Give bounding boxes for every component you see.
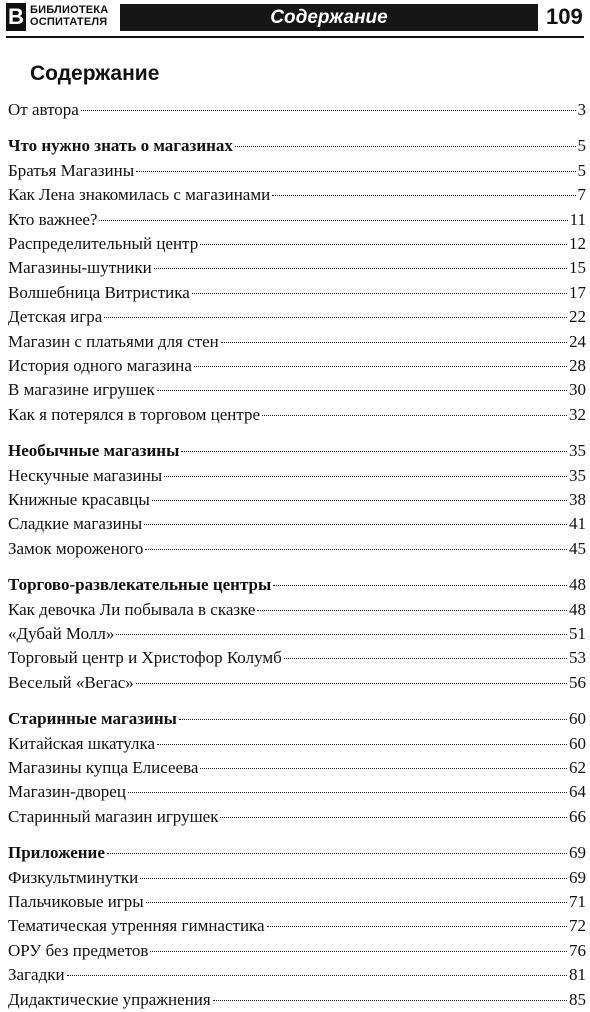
toc-entry — [8, 208, 586, 232]
toc-entry-title: Старинные магазины — [8, 709, 177, 728]
toc-entry-title: Магазины-шутники — [8, 258, 152, 277]
toc-dot-leader — [150, 951, 567, 952]
toc-entry-page: 56 — [569, 673, 586, 692]
toc-entry-page: 71 — [569, 892, 586, 911]
toc-entry-page: 76 — [569, 941, 586, 960]
toc-entry-page: 45 — [569, 539, 586, 558]
toc-entry-title: Дидактические упражнения — [8, 990, 211, 1009]
toc-entry-title: От автора — [8, 100, 79, 119]
toc-entry-page: 41 — [569, 514, 586, 533]
toc-entry-page: 53 — [569, 648, 586, 667]
toc-dot-leader — [194, 366, 567, 367]
toc-entry — [8, 403, 586, 427]
toc-entry-page: 17 — [569, 283, 586, 302]
series-logo-line1: БИБЛИОТЕКА — [30, 4, 109, 16]
page-header — [0, 0, 590, 42]
toc-section-entry — [8, 707, 586, 731]
toc-entry — [8, 256, 586, 280]
toc-entry-page: 69 — [569, 868, 586, 887]
toc-entry-page: 22 — [569, 307, 586, 326]
toc-dot-leader — [116, 634, 567, 635]
toc-entry-page: 12 — [569, 234, 586, 253]
toc-entry-title: Старинный магазин игрушек — [8, 807, 219, 826]
page-number: 109 — [546, 4, 583, 29]
toc-entry-page: 3 — [577, 100, 586, 119]
series-logo-mark: В — [6, 3, 26, 31]
toc-entry-title: Как Лена знакомилась с магазинами — [8, 185, 271, 204]
toc-entry-page: 69 — [569, 843, 586, 862]
toc-entry — [8, 488, 586, 512]
toc-entry-page: 66 — [569, 807, 586, 826]
toc-entry-page: 62 — [569, 758, 586, 777]
toc-dot-leader — [200, 244, 567, 245]
toc-entry-page: 48 — [569, 575, 586, 594]
toc-entry-title: Братья Магазины — [8, 161, 135, 180]
toc-dot-leader — [67, 975, 567, 976]
toc-entry-title: Пальчиковые игры — [8, 892, 144, 911]
toc-section-entry — [8, 841, 586, 865]
toc-dot-leader — [81, 110, 576, 111]
toc-entry — [8, 159, 586, 183]
toc-entry — [8, 805, 586, 829]
toc-entry-title: «Дубай Молл» — [8, 624, 115, 643]
toc-dot-leader — [152, 500, 567, 501]
toc-dot-leader — [284, 658, 567, 659]
toc-entry — [8, 939, 586, 963]
toc-entry-title: Как я потерялся в торговом центре — [8, 405, 261, 424]
toc-entry-page: 35 — [569, 441, 586, 460]
toc-entry-page: 11 — [569, 210, 586, 229]
toc-entry-page: 15 — [569, 258, 586, 277]
toc-entry-title: Сладкие магазины — [8, 514, 143, 533]
toc-entry — [8, 598, 586, 622]
toc-dot-leader — [136, 171, 575, 172]
toc-entry-title: Нескучные магазины — [8, 466, 163, 485]
toc-entry-title: Замок мороженого — [8, 539, 144, 558]
toc-dot-leader — [235, 146, 576, 147]
toc-entry-title: Приложение — [8, 843, 105, 862]
toc-heading: Содержание — [30, 62, 160, 85]
toc-entry — [8, 537, 586, 561]
toc-entry — [8, 305, 586, 329]
toc-entry-page: 72 — [569, 916, 586, 935]
toc-entry — [8, 330, 586, 354]
toc-entry-title: Торгово-развлекательные центры — [8, 575, 272, 594]
toc-dot-leader — [104, 317, 567, 318]
toc-entry-page: 5 — [577, 161, 586, 180]
series-logo-line2: ОСПИТАТЕЛЯ — [30, 16, 108, 28]
toc-entry-title: Китайская шкатулка — [8, 734, 156, 753]
toc-dot-leader — [154, 268, 567, 269]
toc-entry-title: Загадки — [8, 965, 65, 984]
toc-entry-title: Волшебница Витристика — [8, 283, 190, 302]
toc-entry-title: Необычные магазины — [8, 441, 180, 460]
toc-entry — [8, 232, 586, 256]
toc-entry-title: Магазин-дворец — [8, 782, 126, 801]
toc-dot-leader — [221, 342, 567, 343]
toc-dot-leader — [200, 768, 567, 769]
toc-entry — [8, 354, 586, 378]
toc-dot-leader — [99, 220, 567, 221]
toc-entry-title: Что нужно знать о магазинах — [8, 136, 233, 155]
toc-entry — [8, 646, 586, 670]
toc-section-entry — [8, 134, 586, 158]
toc-dot-leader — [107, 853, 567, 854]
toc-entry — [8, 780, 586, 804]
toc-entry — [8, 866, 586, 890]
toc-dot-leader — [157, 744, 567, 745]
toc-dot-leader — [262, 415, 567, 416]
toc-entry-title: Веселый «Вегас» — [8, 673, 134, 692]
toc-entry-title: Детская игра — [8, 307, 103, 326]
toc-entry-title: Кто важнее? — [8, 210, 98, 229]
toc-dot-leader — [146, 902, 567, 903]
toc-entry — [8, 464, 586, 488]
toc-entry — [8, 671, 586, 695]
toc-dot-leader — [273, 585, 567, 586]
toc-entry-page: 7 — [577, 185, 586, 204]
toc-entry-title: Распределительный центр — [8, 234, 199, 253]
toc-entry — [8, 622, 586, 646]
toc-entry-page: 32 — [569, 405, 586, 424]
toc-entry — [8, 281, 586, 305]
toc-entry — [8, 732, 586, 756]
toc-entry — [8, 988, 586, 1012]
toc-entry — [8, 914, 586, 938]
toc-entry — [8, 98, 586, 122]
toc-entry — [8, 183, 586, 207]
toc-entry-title: Тематическая утренняя гимнастика — [8, 916, 265, 935]
toc-entry-page: 85 — [569, 990, 586, 1009]
toc-entry-page: 30 — [569, 380, 586, 399]
toc-entry — [8, 378, 586, 402]
toc-entry-page: 38 — [569, 490, 586, 509]
series-logo-text — [30, 4, 108, 28]
toc-entry-title: Торговый центр и Христофор Колумб — [8, 648, 282, 667]
toc-entry-title: ОРУ без предметов — [8, 941, 149, 960]
toc-entry-title: Как девочка Ли побывала в сказке — [8, 600, 256, 619]
toc-dot-leader — [164, 476, 567, 477]
toc-dot-leader — [272, 195, 575, 196]
toc-section-entry — [8, 573, 586, 597]
toc-entry-page: 5 — [577, 136, 586, 155]
toc-entry-page: 48 — [569, 600, 586, 619]
toc-dot-leader — [267, 926, 567, 927]
toc-entry — [8, 963, 586, 987]
toc-entry-page: 24 — [569, 332, 586, 351]
toc-entry-title: Физкультминутки — [8, 868, 139, 887]
toc-entry — [8, 512, 586, 536]
toc-entry-page: 51 — [569, 624, 586, 643]
toc-entry-title: Магазин с платьями для стен — [8, 332, 219, 351]
toc-dot-leader — [128, 792, 567, 793]
toc-entry-title: Книжные красавцы — [8, 490, 150, 509]
toc-entry-page: 60 — [569, 709, 586, 728]
toc-entry — [8, 890, 586, 914]
toc-dot-leader — [192, 293, 567, 294]
toc-dot-leader — [220, 817, 567, 818]
toc-dot-leader — [181, 451, 567, 452]
toc-dot-leader — [144, 524, 567, 525]
toc-entry — [8, 756, 586, 780]
toc-dot-leader — [136, 683, 567, 684]
toc-entry-title: Магазины купца Елисеева — [8, 758, 199, 777]
running-head-title: Содержание — [120, 4, 538, 31]
toc-dot-leader — [213, 1000, 567, 1001]
toc-entry-page: 64 — [569, 782, 586, 801]
toc-dot-leader — [140, 878, 567, 879]
toc-dot-leader — [179, 719, 567, 720]
header-divider — [6, 36, 584, 38]
toc-entry-title: История одного магазина — [8, 356, 192, 375]
toc-entry-title: В магазине игрушек — [8, 380, 155, 399]
toc-entry-page: 35 — [569, 466, 586, 485]
toc-dot-leader — [257, 610, 567, 611]
toc-dot-leader — [145, 549, 567, 550]
toc-section-entry — [8, 439, 586, 463]
toc-entry-page: 81 — [569, 965, 586, 984]
toc-dot-leader — [157, 390, 567, 391]
toc-entry-page: 60 — [569, 734, 586, 753]
toc-entry-page: 28 — [569, 356, 586, 375]
